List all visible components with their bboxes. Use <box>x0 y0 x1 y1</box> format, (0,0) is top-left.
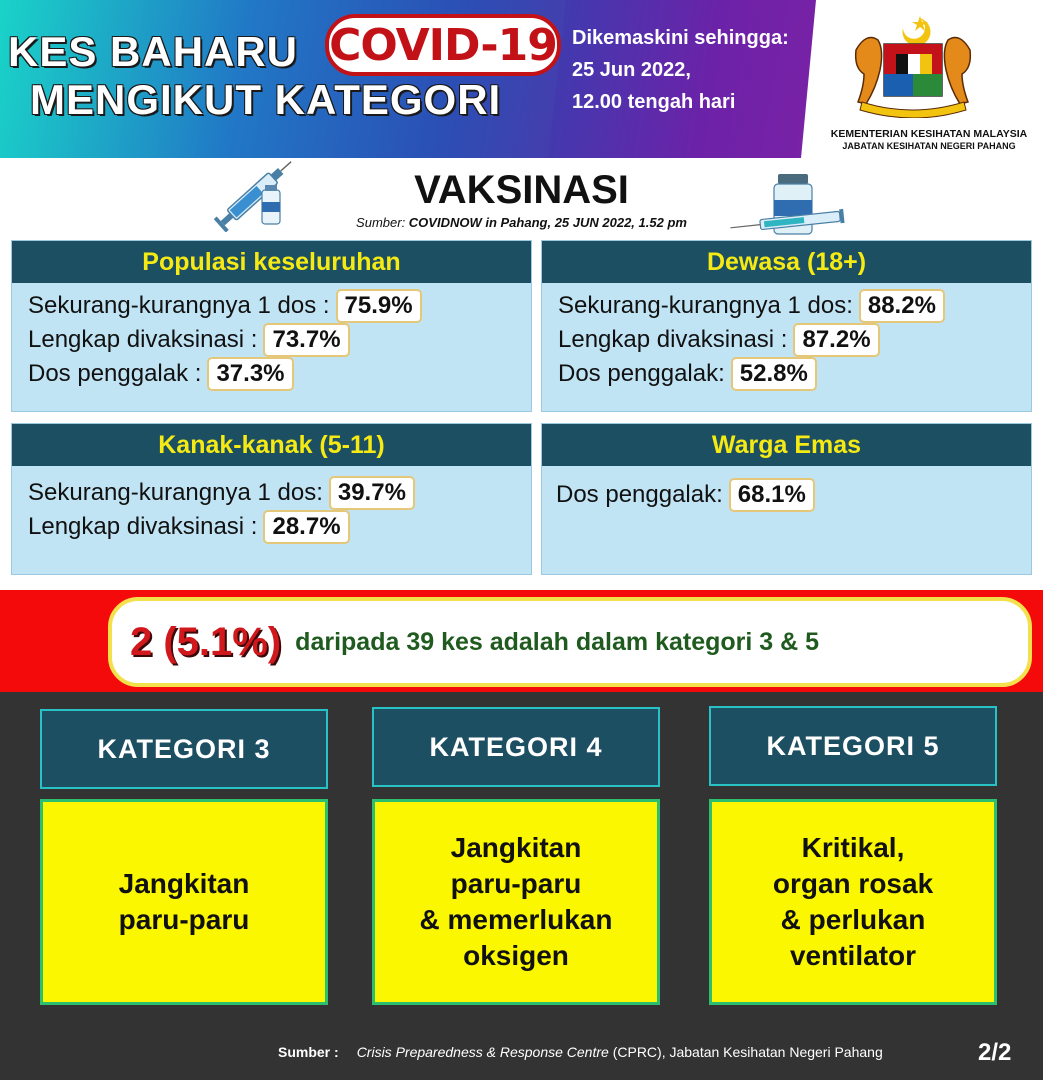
updated-label: Dikemaskini sehingga: <box>572 27 789 49</box>
stat-value: 87.2% <box>793 323 879 357</box>
header <box>0 0 1043 158</box>
category-line: Jangkitan <box>118 868 250 899</box>
panel-populasi <box>11 240 532 412</box>
stat-label: Dos penggalak: <box>556 481 723 508</box>
footer-source-org: Crisis Preparedness & Response Centre <box>356 1044 609 1060</box>
page-number: 2/2 <box>978 1039 1012 1066</box>
category-line: Kritikal, <box>801 832 905 863</box>
category-line: organ rosak <box>772 868 934 899</box>
stat-row <box>28 510 350 544</box>
covid-badge <box>325 14 561 76</box>
category-5-description <box>709 799 997 1005</box>
category-line: & perlukan <box>780 904 926 935</box>
panel-heading: Kanak-kanak (5-11) <box>12 424 531 466</box>
stat-row <box>558 357 817 391</box>
coat-of-arms-icon <box>848 10 978 118</box>
stat-value: 39.7% <box>329 476 415 510</box>
updated-date: 25 Jun 2022, <box>572 59 691 81</box>
stat-value: 88.2% <box>859 289 945 323</box>
stat-label: Lengkap divaksinasi : <box>28 326 258 353</box>
vaksinasi-source-text: COVIDNOW in Pahang, 25 JUN 2022, 1.52 pm <box>408 215 687 230</box>
stat-label: Dos penggalak: <box>558 360 725 387</box>
panel-dewasa <box>541 240 1032 412</box>
category-line: paru-paru <box>118 904 250 935</box>
footer-source-rest: (CPRC), Jabatan Kesihatan Negeri Pahang <box>608 1044 883 1060</box>
summary-box <box>108 597 1032 687</box>
stat-value: 52.8% <box>731 357 817 391</box>
footer-source <box>278 1044 883 1060</box>
stat-row <box>556 478 815 512</box>
panel-heading: Populasi keseluruhan <box>12 241 531 283</box>
title-line1: KES BAHARU <box>8 28 299 75</box>
stat-value: 68.1% <box>729 478 815 512</box>
updated-time: 12.00 tengah hari <box>572 91 736 113</box>
panel-heading: Dewasa (18+) <box>542 241 1031 283</box>
vaksinasi-source-prefix: Sumber: <box>356 215 409 230</box>
stat-label: Sekurang-kurangnya 1 dos: <box>28 479 323 506</box>
category-line: oksigen <box>463 940 569 971</box>
vaksinasi-source <box>0 215 1043 230</box>
stat-row <box>558 323 880 357</box>
stat-row <box>28 323 350 357</box>
stat-row <box>558 289 945 323</box>
stat-label: Lengkap divaksinasi : <box>28 513 258 540</box>
stat-label: Dos penggalak : <box>28 360 202 387</box>
ministry-name: KEMENTERIAN KESIHATAN MALAYSIA <box>830 128 1028 140</box>
stat-label: Sekurang-kurangnya 1 dos: <box>558 292 853 319</box>
panel-warga-emas <box>541 423 1032 575</box>
category-4-heading: KATEGORI 4 <box>372 707 660 787</box>
category-line: & memerlukan <box>419 904 613 935</box>
stat-label: Sekurang-kurangnya 1 dos : <box>28 292 330 319</box>
stat-value: 75.9% <box>336 289 422 323</box>
category-3-heading: KATEGORI 3 <box>40 709 328 789</box>
category-4-description <box>372 799 660 1005</box>
stat-label: Lengkap divaksinasi : <box>558 326 788 353</box>
covid-label: COVID-19 <box>329 19 557 71</box>
stat-row <box>28 476 415 510</box>
department-name: JABATAN KESIHATAN NEGERI PAHANG <box>842 141 1016 151</box>
stat-row <box>28 289 422 323</box>
stat-value: 73.7% <box>263 323 349 357</box>
category-line: ventilator <box>789 940 917 971</box>
footer-source-label: Sumber : <box>278 1044 339 1060</box>
panel-kanak-kanak <box>11 423 532 575</box>
summary-count: 2 (5.1%) <box>130 619 282 664</box>
stat-row <box>28 357 294 391</box>
panel-heading: Warga Emas <box>542 424 1031 466</box>
category-5-heading: KATEGORI 5 <box>709 706 997 786</box>
summary-description: daripada 39 kes adalah dalam kategori 3 & 5 <box>295 627 820 656</box>
title-line2: MENGIKUT KATEGORI <box>30 76 502 123</box>
category-line: Jangkitan <box>450 832 582 863</box>
category-line: paru-paru <box>450 868 582 899</box>
category-3-description <box>40 799 328 1005</box>
vaksinasi-title: VAKSINASI <box>414 168 629 212</box>
stat-value: 37.3% <box>207 357 293 391</box>
stat-value: 28.7% <box>263 510 349 544</box>
